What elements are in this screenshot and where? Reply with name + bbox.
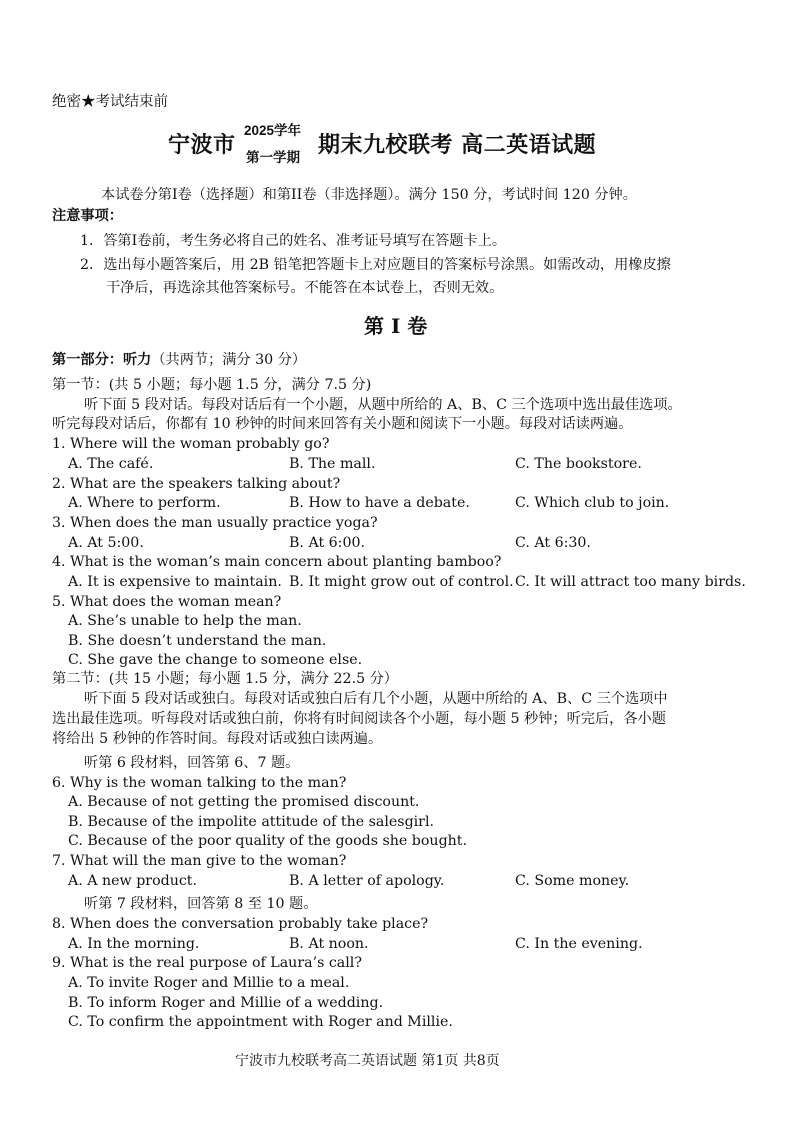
section2-instruction-line-3: 将给出 5 秒钟的作答时间。每段对话或独白读两遍。 [52, 731, 383, 747]
question-4-stem: 4. What is the woman’s main concern about planting bamboo? [52, 554, 502, 570]
question-2-option-b: B. How to have a debate. [289, 495, 470, 511]
question-3-option-c: C. At 6:30. [515, 535, 591, 551]
question-5-option-a: A. She’s unable to help the man. [68, 613, 302, 629]
title-term: 第一学期 [246, 150, 300, 166]
question-8-option-c: C. In the evening. [515, 936, 643, 952]
page-footer: 宁波市九校联考高二英语试题 第1页 共8页 [235, 1053, 500, 1069]
question-3-option-b: B. At 6:00. [289, 535, 366, 551]
question-9-stem: 9. What is the real purpose of Laura’s call? [52, 955, 362, 971]
title-year: 2025学年 [244, 123, 302, 138]
section2-instruction-line-2: 选出最佳选项。听每段对话或独白前，你将有时间阅读各个小题，每小题 5 秒钟；听完后，各小题 [52, 711, 666, 727]
question-6-stem: 6. Why is the woman talking to the man? [52, 775, 347, 791]
section1-instruction-line-2: 听完每段对话后，你都有 10 秒钟的时间来回答有关小题和阅读下一小题。每段对话读两遍。 [52, 416, 633, 432]
part1-heading [52, 351, 306, 371]
question-4-option-b: B. It might grow out of control. [289, 574, 514, 590]
question-3-option-a: A. At 5:00. [68, 535, 144, 551]
question-1-option-a: A. The café. [68, 456, 154, 472]
question-4-option-a: A. It is expensive to maintain. [68, 574, 282, 590]
page-title: 期末九校联考 高二英语试题 [318, 132, 597, 158]
question-2-option-a: A. Where to perform. [68, 495, 221, 511]
material-7-note: 听第 7 段材料，回答第 8 至 10 题。 [84, 896, 318, 912]
question-2-option-c: C. Which club to join. [515, 495, 670, 511]
section2-heading: 第二节：(共 15 小题；每小题 1.5 分，满分 22.5 分） [52, 671, 398, 687]
question-7-option-c: C. Some money. [515, 873, 630, 889]
question-3-stem: 3. When does the man usually practice yoga? [52, 515, 378, 531]
note-2-line-1: 2．选出每小题答案后，用 2B 铅笔把答题卡上对应题目的答案标号涂黑。如需改动，用橡皮擦 [80, 257, 671, 273]
question-8-stem: 8. When does the conversation probably take place? [52, 916, 429, 932]
question-9-option-b: B. To inform Roger and Millie of a wedding. [68, 995, 384, 1011]
question-4-option-c: C. It will attract too many birds. [515, 574, 746, 590]
question-7-stem: 7. What will the man give to the woman? [52, 853, 347, 869]
section2-instruction-line-1: 听下面 5 段对话或独白。每段对话或独白后有几个小题，从题中所给的 A、B、C 三个选项中 [84, 691, 668, 707]
section1-heading: 第一节：(共 5 小题；每小题 1.5 分，满分 7.5 分) [52, 377, 372, 393]
note-2-line-2: 干净后，再选涂其他答案标号。不能答在本试卷上，否则无效。 [106, 280, 504, 296]
question-6-option-a: A. Because of not getting the promised discount. [68, 794, 420, 810]
question-5-stem: 5. What does the woman mean? [52, 594, 282, 610]
note-1: 1．答第I卷前，考生务必将自己的姓名、准考证号填写在答题卡上。 [80, 233, 507, 249]
question-9-option-c: C. To confirm the appointment with Roger and Millie. [68, 1014, 453, 1030]
question-6-option-c: C. Because of the poor quality of the goods she bought. [68, 833, 468, 849]
question-8-option-a: A. In the morning. [68, 936, 200, 952]
confidential-label: 绝密★考试结束前 [52, 94, 168, 110]
question-8-option-b: B. At noon. [289, 936, 369, 952]
question-7-option-b: B. A letter of apology. [289, 873, 445, 889]
question-5-option-b: B. She doesn’t understand the man. [68, 633, 327, 649]
material-6-note: 听第 6 段材料，回答第 6、7 题。 [84, 755, 300, 771]
notes-heading: 注意事项： [52, 208, 123, 224]
question-5-option-c: C. She gave the change to someone else. [68, 652, 363, 668]
question-2-stem: 2. What are the speakers talking about? [52, 476, 341, 492]
section1-instruction-line-1: 听下面 5 段对话。每段对话后有一个小题，从题中所给的 A、B、C 三个选项中选出最佳选项。 [84, 397, 682, 413]
question-1-option-b: B. The mall. [289, 456, 376, 472]
volume-title: 第 I 卷 [364, 314, 428, 338]
question-6-option-b: B. Because of the impolite attitude of the salesgirl. [68, 814, 435, 830]
title-city: 宁波市 [168, 132, 236, 158]
exam-summary: 本试卷分第I卷（选择题）和第II卷（非选择题）。满分 150 分，考试时间 120 分钟。 [101, 187, 637, 203]
question-9-option-a: A. To invite Roger and Millie to a meal. [68, 975, 350, 991]
question-1-option-c: C. The bookstore. [515, 456, 642, 472]
part1-heading-rest: （共两节；满分 30 分） [151, 352, 307, 368]
part1-heading-bold: 第一部分：听力 [52, 352, 152, 368]
question-7-option-a: A. A new product. [68, 873, 197, 889]
question-1-stem: 1. Where will the woman probably go? [52, 436, 330, 452]
